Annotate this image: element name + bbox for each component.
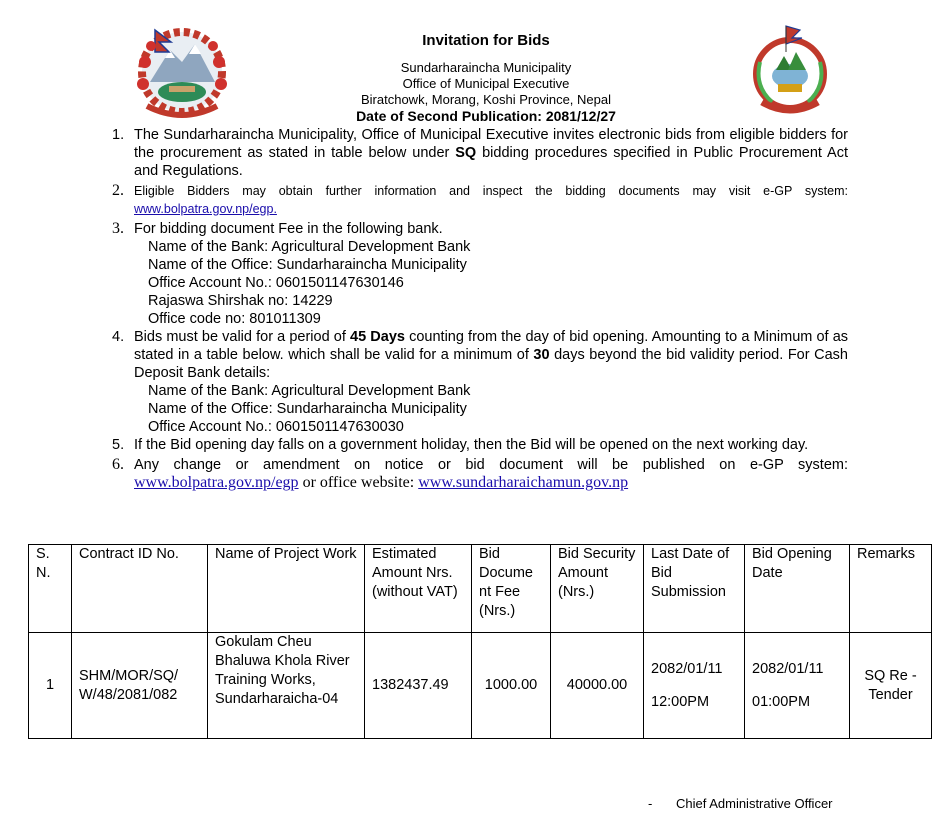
- opening-time: 01:00PM: [752, 693, 811, 710]
- header-estimated-amount: Estimated Amount Nrs. (without VAT): [365, 545, 472, 633]
- municipality-name: Sundarharaincha Municipality: [400, 60, 572, 75]
- item-number: 6.: [112, 456, 124, 473]
- item-text: Eligible Bidders may obtain further information and inspect the bidding documents may visit e-GP system:: [134, 184, 848, 198]
- notice-item-2: [108, 182, 848, 218]
- cell-last-date: [644, 633, 745, 739]
- cell-project-name: Gokulam Cheu Bhaluwa Khola River Training Works, Sundarharaicha-04: [208, 633, 365, 739]
- signature-block: [648, 796, 833, 811]
- office-name-line: Name of the Office: Sundarharaincha Municipality: [148, 257, 467, 273]
- item-number: 3.: [112, 220, 124, 237]
- table-row: [29, 633, 932, 739]
- signature-title: Chief Administrative Officer: [675, 796, 833, 811]
- bank-name: Name of the Bank: Agricultural Development Bank: [148, 239, 471, 255]
- website-link[interactable]: www.sundarharaichamun.gov.np: [418, 474, 629, 491]
- last-date: 2082/01/11: [651, 660, 723, 677]
- notice-item-6: [108, 456, 848, 492]
- header-bid-security: Bid Security Amount (Nrs.): [551, 545, 644, 633]
- item-bold: 45 Days: [350, 329, 405, 345]
- item-text: For bidding document Fee in the following bank.: [134, 221, 443, 237]
- item-number: 5.: [112, 437, 125, 453]
- item-text: days beyond the bid validity period. For Cash Deposit Bank details:: [134, 347, 848, 381]
- publication-date: Date of Second Publication: 2081/12/27: [356, 108, 616, 124]
- bid-table: [28, 544, 932, 739]
- header-opening-date: Bid Opening Date: [745, 545, 850, 633]
- header-sn: S. N.: [29, 545, 72, 633]
- header-bid-doc-fee: Bid Docume nt Fee (Nrs.): [472, 545, 551, 633]
- notice-title: Invitation for Bids: [422, 32, 550, 49]
- office-name-line: Name of the Office: Sundarharaincha Municipality: [148, 401, 467, 417]
- cell-estimated-amount: 1382437.49: [365, 633, 472, 739]
- notice-item-5: [108, 436, 848, 454]
- header-contract-id: Contract ID No.: [72, 545, 208, 633]
- item-text: If the Bid opening day falls on a government holiday, then the Bid will be opened on the next working day.: [134, 437, 809, 453]
- rajaswa-shirshak: Rajaswa Shirshak no: 14229: [148, 293, 333, 309]
- table-header-row: [29, 545, 932, 633]
- office-name: Office of Municipal Executive: [402, 76, 570, 91]
- item-text: counting from the day of bid opening. Amounting to a Minimum of as stated in a table below. which shall be valid for a minimum of: [134, 329, 849, 363]
- cell-bid-doc-fee: 1000.00: [472, 633, 551, 739]
- item-text: The Sundarharaincha Municipality, Office of Municipal Executive invites electronic bids from eligible bidders for the procurement as stated in table below under: [134, 127, 848, 161]
- notice-items: [108, 126, 848, 492]
- item-number: 4.: [112, 329, 125, 345]
- item-text: Any change or amendment on notice or bid document will be published on e-GP system:: [134, 457, 848, 473]
- item-bold: SQ: [455, 145, 477, 161]
- notice-item-3: [108, 220, 848, 328]
- office-address: Biratchowk, Morang, Koshi Province, Nepal: [360, 92, 611, 107]
- signature-dash: -: [648, 796, 653, 811]
- egp-link[interactable]: www.bolpatra.gov.np/egp.: [134, 202, 277, 216]
- item-number: 1.: [112, 127, 125, 143]
- bank-name: Name of the Bank: Agricultural Development Bank: [148, 383, 471, 399]
- item-text: or office website:: [298, 474, 419, 491]
- cell-sn: 1: [29, 633, 72, 739]
- account-number: Office Account No.: 0601501147630146: [148, 275, 404, 291]
- notice-item-4: [108, 328, 848, 436]
- header-last-date: Last Date of Bid Submission: [644, 545, 745, 633]
- egp-link[interactable]: www.bolpatra.gov.np/egp: [134, 474, 299, 491]
- account-number: Office Account No.: 0601501147630030: [148, 419, 404, 435]
- cell-remarks: SQ Re - Tender: [850, 633, 932, 739]
- item-bold: 30: [533, 347, 550, 363]
- item-number: 2.: [112, 182, 124, 199]
- item-text: Bids must be valid for a period of: [134, 329, 351, 345]
- cell-bid-security: 40000.00: [551, 633, 644, 739]
- item-text: bidding procedures specified in Public Procurement Act and Regulations.: [134, 145, 848, 179]
- last-time: 12:00PM: [651, 693, 710, 710]
- cell-contract-id: SHM/MOR/SQ/ W/48/2081/082: [72, 633, 208, 739]
- opening-date: 2082/01/11: [752, 660, 824, 677]
- cell-opening-date: [745, 633, 850, 739]
- notice-item-1: [108, 126, 848, 180]
- header-remarks: Remarks: [850, 545, 932, 633]
- office-code: Office code no: 801011309: [148, 311, 321, 327]
- header-project-name: Name of Project Work: [208, 545, 365, 633]
